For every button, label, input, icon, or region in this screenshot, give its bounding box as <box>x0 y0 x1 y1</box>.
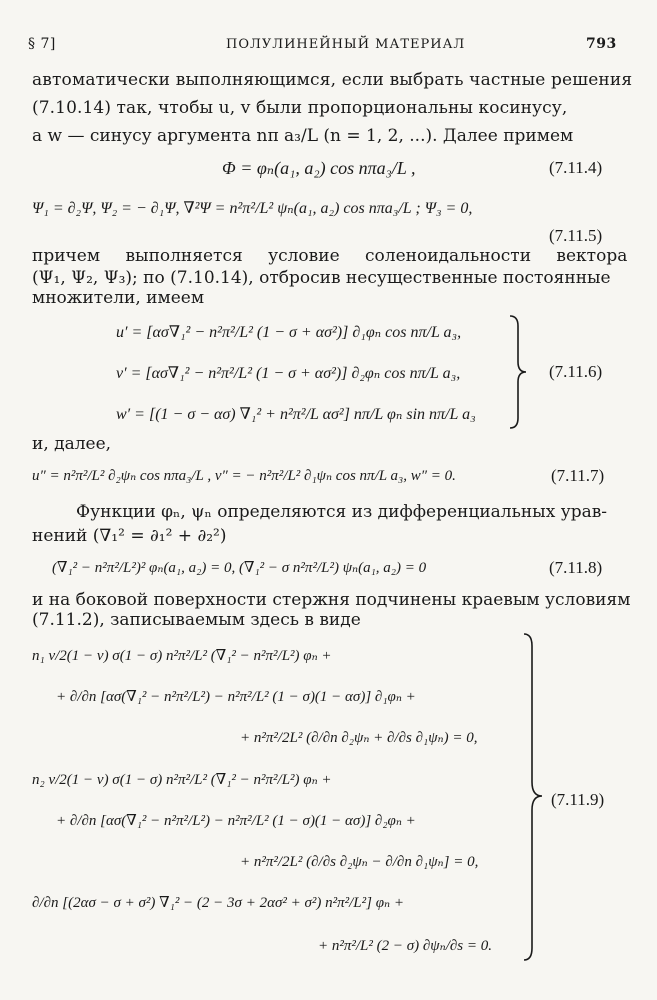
paragraph-5-line-1: и на боковой поверхности стержня подчинены краевым условиям <box>32 590 631 610</box>
paragraph-4-line-2: нений (∇₁² = ∂₁² + ∂₂²) <box>32 526 227 546</box>
equation-7-11-8: (∇₁² − n²π²/L²)² φₙ(a₁, a₂) = 0, (∇₁² − σ n²π²/L²) ψₙ(a₁, a₂) = 0 <box>52 560 427 576</box>
equation-7-11-6-v: v′ = [ασ∇₁² − n²π²/L² (1 − σ + ασ²)] ∂₂φₙ cos nπ/L a₃, <box>116 365 461 382</box>
equation-number-7-11-8: (7.11.8) <box>549 558 603 577</box>
equation-number-7-11-6: (7.11.6) <box>549 362 603 381</box>
paragraph-4-line-1: Функции φₙ, ψₙ определяются из дифференциальных урав- <box>76 502 608 522</box>
equation-7-11-6-w: w′ = [(1 − σ − ασ) ∇₁² + n²π²/L ασ²] nπ/L φₙ sin nπ/L a₃ <box>116 406 476 423</box>
running-title: ПОЛУЛИНЕЙНЫЙ МАТЕРИАЛ <box>226 37 466 52</box>
paragraph-5-line-2: (7.11.2), записываемым здесь в виде <box>32 610 361 630</box>
equation-7-11-5: Ψ₁ = ∂₂Ψ, Ψ₂ = − ∂₁Ψ, ∇²Ψ = n²π²/L² ψₙ(a₁, a₂) cos nπa₃/L ; Ψ₃ = 0, <box>32 200 473 217</box>
equation-number-7-11-4: (7.11.4) <box>549 158 603 177</box>
paragraph-3: и, далее, <box>32 434 112 454</box>
equation-number-7-11-7: (7.11.7) <box>551 466 605 485</box>
paragraph-1-line-3: а w — синусу аргумента nπ a₃/L (n = 1, 2, ...). Далее примем <box>32 126 574 146</box>
equation-number-7-11-9: (7.11.9) <box>551 790 605 809</box>
paragraph-1-line-2: (7.10.14) так, чтобы u, v были пропорциональны косинусу, <box>32 98 568 118</box>
equation-number-7-11-5: (7.11.5) <box>549 226 603 245</box>
equation-7-11-9-line-6: + n²π²/2L² (∂/∂s ∂₂ψₙ − ∂/∂n ∂₁ψₙ] = 0, <box>240 854 479 870</box>
equation-7-11-9-line-5: + ∂/∂n [ασ(∇₁² − n²π²/L²) − n²π²/L² (1 − σ)(1 − ασ)] ∂₂φₙ + <box>56 813 416 829</box>
equation-7-11-6-u: u′ = [ασ∇₁² − n²π²/L² (1 − σ + ασ²)] ∂₁φₙ cos nπ/L a₃, <box>116 324 462 341</box>
equation-7-11-9-line-7: ∂/∂n [(2ασ − σ + σ²) ∇₁² − (2 − 3σ + 2ασ² + σ²) n²π²/L²] φₙ + <box>32 895 404 911</box>
equation-7-11-9-line-2: + ∂/∂n [ασ(∇₁² − n²π²/L²) − n²π²/L² (1 − σ)(1 − ασ)] ∂₁φₙ + <box>56 689 416 705</box>
equation-7-11-9-line-1: n₁ ν/2(1 − ν) σ(1 − σ) n²π²/L² (∇₁² − n²π²/L²) φₙ + <box>32 648 332 664</box>
equation-7-11-7: u″ = n²π²/L² ∂₂ψₙ cos nπa₃/L , v″ = − n²π²/L² ∂₁ψₙ cos nπ/L a₃, w″ = 0. <box>32 468 456 484</box>
paragraph-2-line-1: причем выполняется условие соленоидальности вектора <box>32 246 628 266</box>
right-brace-7-11-9 <box>522 632 544 962</box>
paragraph-1-line-1: автоматически выполняющимся, если выбрать частные решения <box>32 70 633 90</box>
right-brace-7-11-6 <box>508 314 528 430</box>
equation-7-11-4: Φ = φₙ(a₁, a₂) cos nπa₃/L , <box>222 158 416 178</box>
page-number: 793 <box>586 36 617 52</box>
paragraph-2-line-3: множители, имеем <box>32 288 205 308</box>
equation-7-11-9-line-8: + n²π²/L² (2 − σ) ∂ψₙ/∂s = 0. <box>318 938 492 954</box>
equation-7-11-9-line-3: + n²π²/2L² (∂/∂n ∂₂ψₙ + ∂/∂s ∂₁ψₙ) = 0, <box>240 730 478 746</box>
section-marker: § 7] <box>28 36 56 52</box>
equation-7-11-9-line-4: n₂ ν/2(1 − ν) σ(1 − σ) n²π²/L² (∇₁² − n²π²/L²) φₙ + <box>32 772 332 788</box>
paragraph-2-line-2: (Ψ₁, Ψ₂, Ψ₃); по (7.10.14), отбросив несущественные постоянные <box>32 268 611 288</box>
